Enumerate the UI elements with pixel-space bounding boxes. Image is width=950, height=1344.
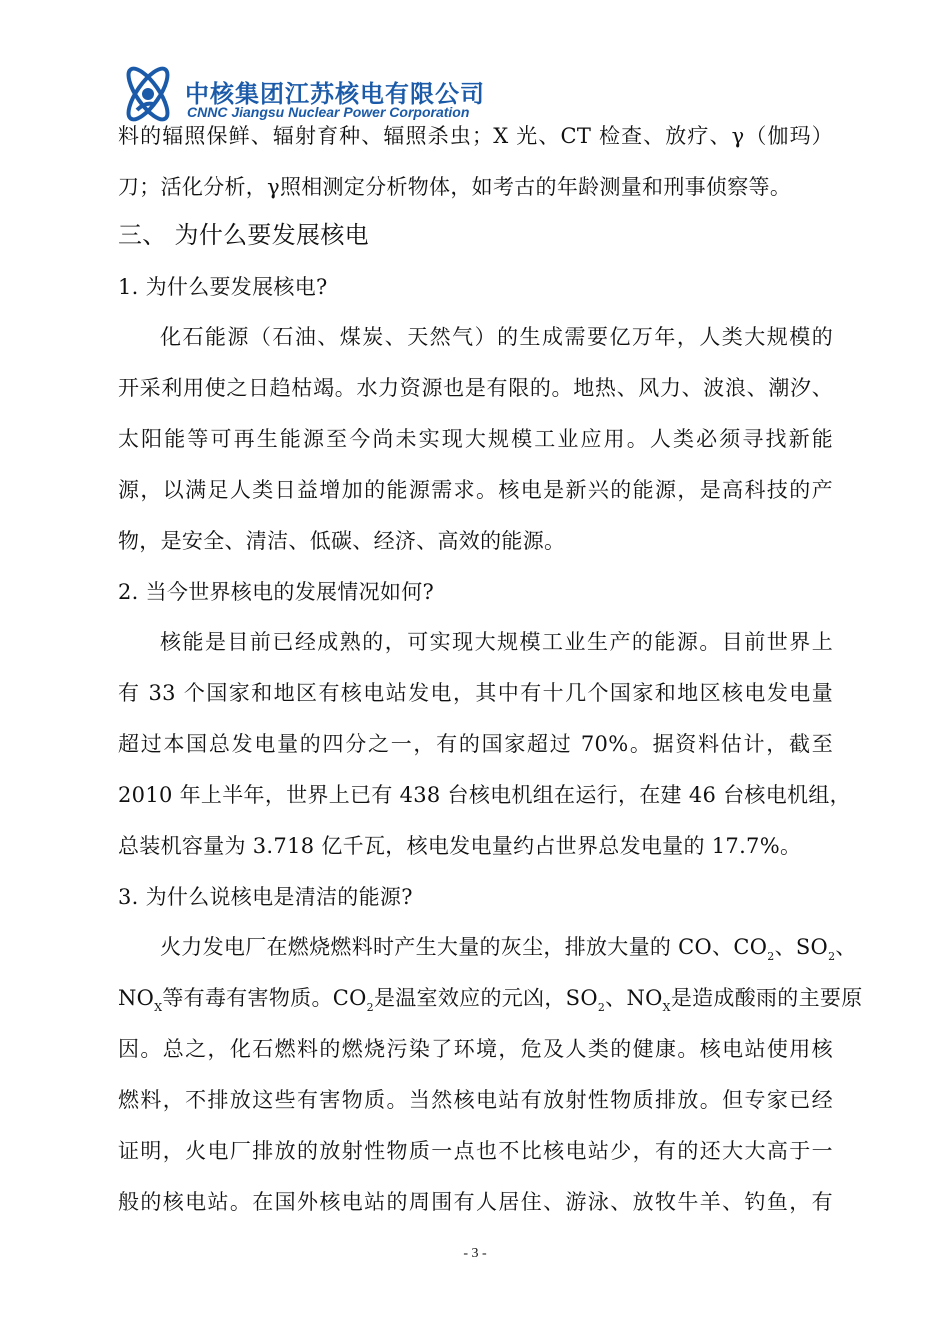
- text-fragment: 火力发电厂在燃烧燃料时产生大量的灰尘，排放大量的 CO、CO: [160, 935, 768, 959]
- text-line: 料的辐照保鲜、辐射育种、辐照杀虫；X 光、CT 检查、放疗、γ（伽玛）: [118, 124, 833, 148]
- text-line: 般的核电站。在国外核电站的周围有人居住、游泳、放牧牛羊、钓鱼，有: [118, 1190, 833, 1214]
- text-line: 刀；活化分析，γ照相测定分析物体，如考古的年龄测量和刑事侦察等。: [118, 175, 792, 199]
- text-fragment: 是温室效应的元凶，SO: [373, 986, 598, 1010]
- text-line: [160, 932, 857, 972]
- question-heading: 3. 为什么说核电是清洁的能源?: [118, 885, 413, 909]
- subscript: 2: [597, 1001, 606, 1014]
- text-fragment: 、NO: [605, 986, 663, 1010]
- subscript: 2: [767, 950, 775, 963]
- section-heading: 三、 为什么要发展核电: [118, 221, 369, 249]
- text-line: 源，以满足人类日益增加的能源需求。核电是新兴的能源，是高科技的产: [118, 478, 833, 502]
- text-line: [118, 983, 863, 1023]
- text-fragment: 、: [835, 935, 857, 959]
- text-line: 核能是目前已经成熟的，可实现大规模工业生产的能源。目前世界上: [160, 630, 833, 654]
- text-fragment: 、SO: [774, 935, 829, 959]
- logo-chinese-name: 中核集团江苏核电有限公司: [185, 80, 485, 108]
- text-fragment: 等有毒有害物质。CO: [162, 986, 367, 1010]
- page-number: - 3 -: [463, 1246, 487, 1261]
- logo-english-name: CNNC Jiangsu Nuclear Power Corporation: [187, 104, 470, 120]
- text-line: 太阳能等可再生能源至今尚未实现大规模工业应用。人类必须寻找新能: [118, 427, 833, 451]
- question-heading: 1. 为什么要发展核电?: [118, 275, 328, 299]
- subscript: 2: [366, 1001, 374, 1014]
- text-line: 化石能源（石油、煤炭、天然气）的生成需要亿万年，人类大规模的: [160, 325, 833, 349]
- subscript: X: [154, 1001, 163, 1014]
- subscript: X: [662, 1001, 671, 1014]
- text-line: 超过本国总发电量的四分之一，有的国家超过 70%。据资料估计，截至: [118, 732, 833, 756]
- text-line: 证明，火电厂排放的放射性物质一点也不比核电站少，有的还大大高于一: [118, 1139, 833, 1163]
- question-heading: 2. 当今世界核电的发展情况如何?: [118, 580, 435, 604]
- text-line: 因。总之，化石燃料的燃烧污染了环境，危及人类的健康。核电站使用核: [118, 1037, 833, 1061]
- text-line: 物，是安全、清洁、低碳、经济、高效的能源。: [118, 529, 566, 553]
- text-fragment: 是造成酸雨的主要原: [670, 986, 863, 1010]
- text-line: 总装机容量为 3.718 亿千瓦，核电发电量约占世界总发电量的 17.7%。: [118, 834, 802, 858]
- text-line: 2010 年上半年，世界上已有 438 台核电机组在运行，在建 46 台核电机组，: [118, 783, 851, 807]
- text-line: 燃料，不排放这些有害物质。当然核电站有放射性物质排放。但专家已经: [118, 1088, 833, 1112]
- subscript: 2: [828, 950, 836, 963]
- company-logo: [115, 62, 485, 126]
- text-line: 开采利用使之日趋枯竭。水力资源也是有限的。地热、风力、波浪、潮汐、: [118, 376, 833, 400]
- atom-logo-icon: [115, 62, 185, 126]
- text-line: 有 33 个国家和地区有核电站发电，其中有十几个国家和地区核电发电量: [118, 681, 833, 705]
- text-fragment: NO: [118, 986, 155, 1010]
